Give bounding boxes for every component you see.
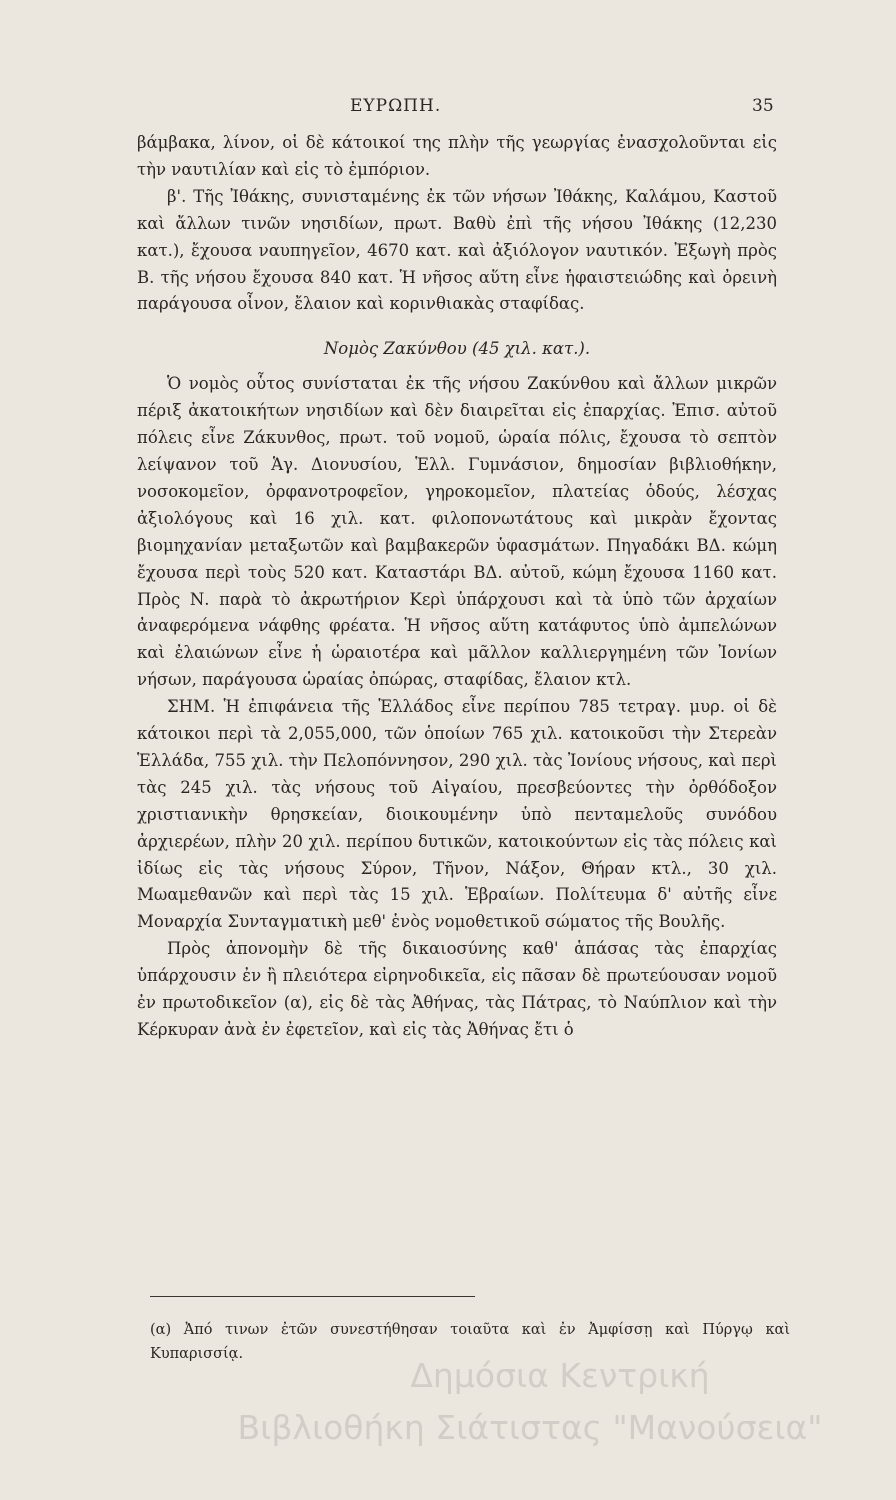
paragraph-justice: Πρὸς ἀπονομὴν δὲ τῆς δικαιοσύνης καθ' ἁπάσας τὰς ἐπαρχίας ὑπάρχουσιν ἐν ἢ πλειότερα εἰρηνοδικεῖα, εἰς πᾶσαν δὲ πρωτεύουσαν νομοῦ ἐν πρωτοδικεῖον (α), εἰς δὲ τὰς Ἀθήνας, τὰς Πάτρας, τὸ Ναύπλιον καὶ τὴν Κέρκυραν ἀνὰ ἐν ἐφετεῖον, καὶ εἰς τὰς Ἀθήνας ἔτι ὁ	[137, 939, 777, 1039]
section-heading-zakynthos: Νομὸς Ζακύνθου (45 χιλ. κατ.).	[323, 339, 591, 359]
watermark-line-2: Βιβλιοθήκη Σιάτιστας "Μανούσεια"	[237, 1408, 823, 1447]
paragraph-zakynthos: Ὁ νομὸς οὗτος συνίσταται ἐκ τῆς νήσου Ζακύνθου καὶ ἄλλων μικρῶν πέριξ ἀκατοικήτων νησιδίων καὶ δὲν διαιρεῖται εἰς ἐπαρχίας. Ἐπισ. αὐτοῦ πόλεις εἶνε Ζάκυνθος, πρωτ. τοῦ νομοῦ, ὡραία πόλις, ἔχουσα τὸ σεπτὸν λείψανον τοῦ Ἁγ. Διονυσίου, Ἑλλ. Γυμνάσιον, δημοσίαν βιβλιοθήκην, νοσοκομεῖον, ὀρφανοτροφεῖον, γηροκομεῖον, πλατείας ὁδούς, λέσχας ἀξιολόγους καὶ 16 χιλ. κατ. φιλοπονωτάτους καὶ μικρὰν ἔχοντας βιομηχανίαν μεταξωτῶν καὶ βαμβακερῶν ὑφασμάτων. Πηγαδάκι ΒΔ. κώμη ἔχουσα περὶ τοὺς 520 κατ. Καταστάρι ΒΔ. αὐτοῦ, κώμη ἔχουσα 1160 κατ. Πρὸς Ν. παρὰ τὸ ἀκρωτήριον Κερὶ ὑπάρχουσι καὶ τὰ ὑπὸ τῶν ἀρχαίων ἀναφερόμενα νάφθης φρέατα. Ἡ νῆσος αὕτη κατάφυτος ὑπὸ ἀμπελώνων καὶ ἐλαιώνων εἶνε ἡ ὡραιοτέρα καὶ μᾶλλον καλλιεργημένη τῶν Ἰονίων νήσων, παράγουσα ὡραίας ὀπώρας, σταφίδας, ἔλαιον κτλ.	[137, 374, 777, 690]
page-number: 35	[752, 96, 774, 116]
library-watermark	[180, 1350, 880, 1454]
footnote-divider	[150, 1296, 475, 1297]
running-head	[0, 96, 896, 120]
paragraph-ithaca: β'. Τῆς Ἰθάκης, συνισταμένης ἐκ τῶν νήσων Ἰθάκης, Καλάμου, Καστοῦ καὶ ἄλλων τινῶν νησιδίων, πρωτ. Βαθὺ ἐπὶ τῆς νήσου Ἰθάκης (12,230 κατ.), ἔχουσα ναυπηγεῖον, 4670 κατ. καὶ ἀξιόλογον ναυτικόν. Ἐξωγὴ πρὸς Β. τῆς νήσου ἔχουσα 840 κατ. Ἡ νῆσος αὕτη εἶνε ἡφαιστειώδης καὶ ὀρεινὴ παράγουσα οἶνον, ἔλαιον καὶ κορινθιακὰς σταφίδας.	[137, 186, 777, 314]
watermark-line-1: Δημόσια Κεντρική	[410, 1356, 710, 1395]
running-head-title: ΕΥΡΩΠΗ.	[350, 96, 442, 116]
footnote: (α) Ἀπό τινων ἐτῶν συνεστήθησαν τοιαῦτα καὶ ἐν Ἀμφίσσῃ καὶ Πύργῳ καὶ Κυπαρισσίᾳ.	[150, 1322, 790, 1362]
paragraph-note: ΣΗΜ. Ἡ ἐπιφάνεια τῆς Ἑλλάδος εἶνε περίπου 785 τετραγ. μυρ. οἱ δὲ κάτοικοι περὶ τὰ 2,055,000, τῶν ὁποίων 765 χιλ. κατοικοῦσι τὴν Στερεὰν Ἑλλάδα, 755 χιλ. τὴν Πελοπόννησον, 290 χιλ. τὰς Ἰονίους νήσους, καὶ περὶ τὰς 245 χιλ. τὰς νήσους τοῦ Αἰγαίου, πρεσβεύοντες τὴν ὀρθόδοξον χριστιανικὴν θρησκείαν, διοικουμένην ὑπὸ πενταμελοῦς συνόδου ἀρχιερέων, πλὴν 20 χιλ. περίπου δυτικῶν, κατοικούντων εἰς τὰς πόλεις καὶ ἰδίως εἰς τὰς νήσους Σύρον, Τῆνον, Νάξον, Θήραν κτλ., 30 χιλ. Μωαμεθανῶν καὶ περὶ τὰς 15 χιλ. Ἑβραίων. Πολίτευμα δ' αὐτῆς εἶνε Μοναρχία Συνταγματικὴ μεθ' ἑνὸς νομοθετικοῦ σώματος τῆς Βουλῆς.	[137, 697, 777, 932]
body-text	[137, 130, 777, 1044]
paragraph-continuation: βάμβακα, λίνον, οἱ δὲ κάτοικοί της πλὴν τῆς γεωργίας ἐνασχολοῦνται εἰς τὴν ναυτιλίαν καὶ εἰς τὸ ἐμπόριον.	[137, 133, 777, 179]
